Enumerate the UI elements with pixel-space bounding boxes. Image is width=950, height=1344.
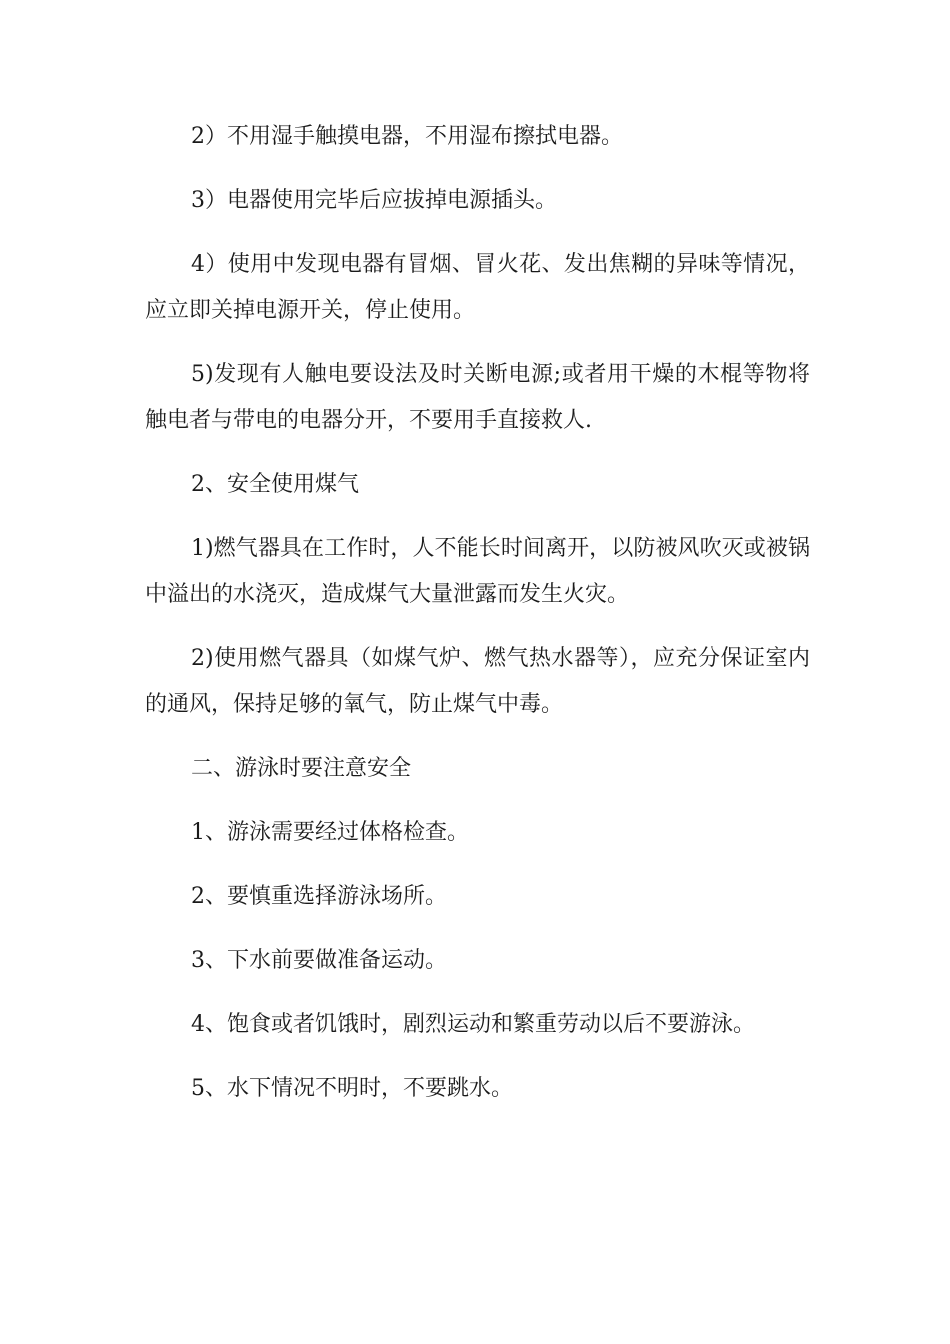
paragraph-swim-not-hungry-full: 4、饱食或者饥饿时，剧烈运动和繁重劳动以后不要游泳。 bbox=[191, 1012, 755, 1037]
document-body bbox=[145, 114, 810, 1130]
paragraph-swim-warm-up: 3、下水前要做准备运动。 bbox=[191, 948, 447, 973]
paragraph-swim-no-diving: 5、水下情况不明时，不要跳水。 bbox=[191, 1076, 513, 1101]
paragraph-swim-physical-exam: 1、游泳需要经过体格检查。 bbox=[191, 820, 469, 845]
paragraph-gas-ventilation: 2)使用燃气器具（如煤气炉、燃气热水器等），应充分保证室内的通风，保持足够的氧气，防止煤气中毒。 bbox=[145, 646, 810, 717]
paragraph-smoke-sparks: 4）使用中发现电器有冒烟、冒火花、发出焦糊的异味等情况，应立即关掉电源开关，停止使用。 bbox=[145, 252, 810, 323]
paragraph-electric-shock-rescue: 5)发现有人触电要设法及时关断电源;或者用干燥的木棍等物将触电者与带电的电器分开，不要用手直接救人. bbox=[145, 362, 810, 433]
paragraph-electric-wet-hands: 2）不用湿手触摸电器，不用湿布擦拭电器。 bbox=[191, 124, 623, 149]
section-heading-gas-safety: 2、安全使用煤气 bbox=[191, 472, 359, 497]
paragraph-gas-unattended: 1)燃气器具在工作时，人不能长时间离开，以防被风吹灭或被锅中溢出的水浇灭，造成煤气大量泄露而发生火灾。 bbox=[145, 536, 810, 607]
paragraph-unplug-after-use: 3）电器使用完毕后应拔掉电源插头。 bbox=[191, 188, 557, 213]
section-heading-swimming-safety: 二、游泳时要注意安全 bbox=[191, 756, 412, 781]
paragraph-swim-choose-venue: 2、要慎重选择游泳场所。 bbox=[191, 884, 447, 909]
